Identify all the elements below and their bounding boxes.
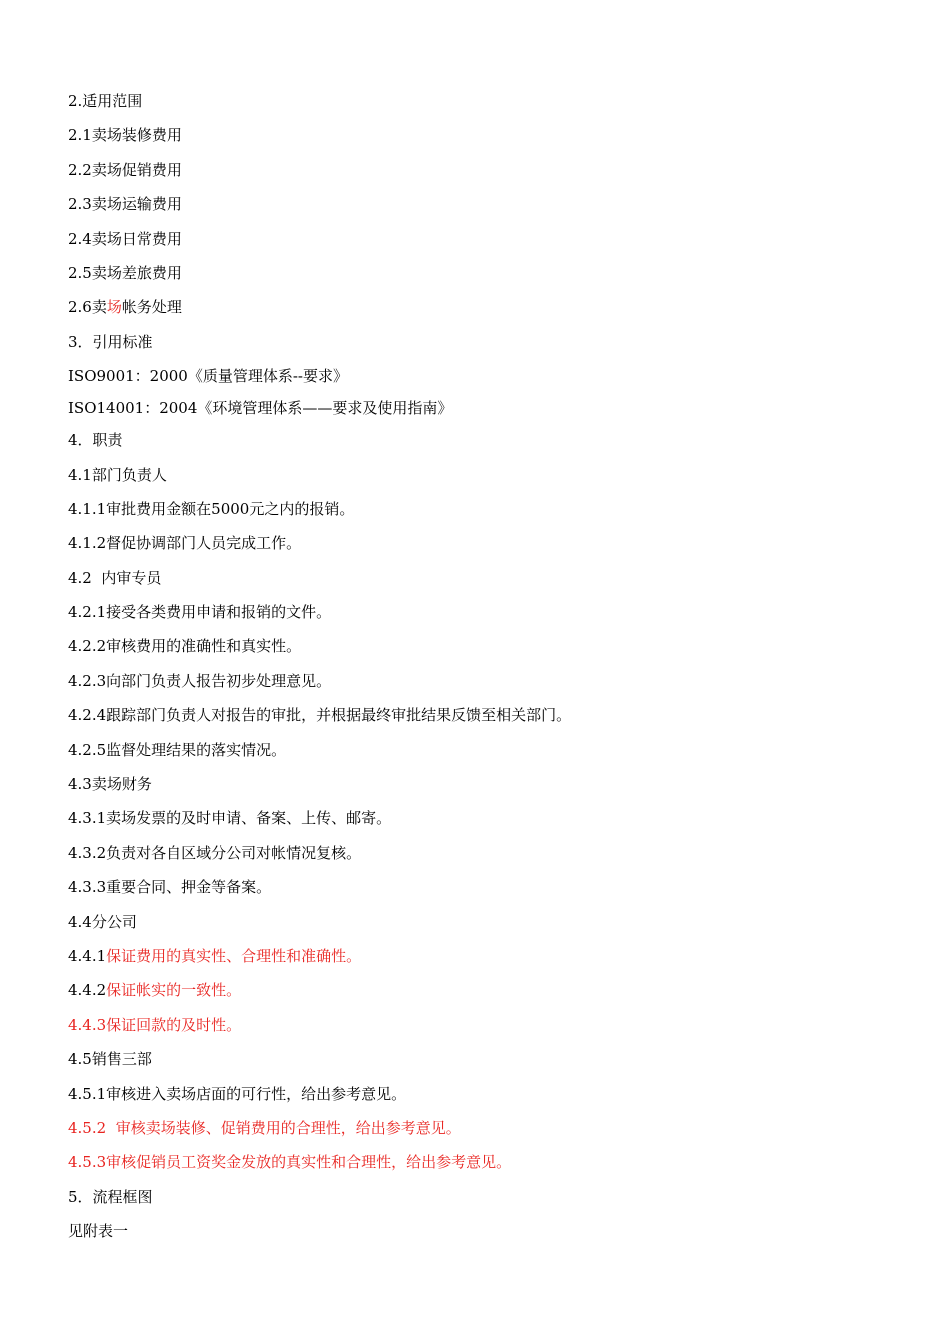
list-item: 4.2.5监督处理结果的落实情况。 xyxy=(68,740,287,759)
list-item: 2.6卖场帐务处理 xyxy=(68,298,182,317)
appendix-note: 见附表一 xyxy=(68,1222,129,1241)
section-heading: 3．引用标准 xyxy=(68,332,153,351)
list-item: 2.2卖场促销费用 xyxy=(68,160,182,179)
list-item: 4.3.3重要合同、押金等备案。 xyxy=(68,878,272,897)
list-item: 4.5.3审核促销员工资奖金发放的真实性和合理性，给出参考意见。 xyxy=(68,1153,512,1172)
document-body xyxy=(68,86,908,1251)
subsection-heading: 4.4分公司 xyxy=(68,912,137,931)
list-item: 4.2.2审核费用的准确性和真实性。 xyxy=(68,637,302,656)
list-item: 4.5.1审核进入卖场店面的可行性，给出参考意见。 xyxy=(68,1084,407,1103)
list-item: 2.5卖场差旅费用 xyxy=(68,263,182,282)
list-item: 4.3.1卖场发票的及时申请、备案、上传、邮寄。 xyxy=(68,809,392,828)
subsection-heading: 4.3卖场财务 xyxy=(68,775,152,794)
list-item: 4.1.1审批费用金额在5000元之内的报销。 xyxy=(68,499,355,518)
subsection-heading: 4.2 内审专员 xyxy=(68,568,162,587)
list-item: 2.4卖场日常费用 xyxy=(68,229,182,248)
section-heading: 5．流程框图 xyxy=(68,1187,153,1206)
highlight-text: 场 xyxy=(106,298,122,317)
list-item: 4.2.3向部门负责人报告初步处理意见。 xyxy=(68,671,332,690)
list-item: 4.1.2督促协调部门人员完成工作。 xyxy=(68,534,302,553)
list-item: 4.5.2 审核卖场装修、促销费用的合理性，给出参考意见。 xyxy=(68,1118,461,1137)
subsection-heading: 4.1部门负责人 xyxy=(68,465,167,484)
list-item: 4.2.1接受各类费用申请和报销的文件。 xyxy=(68,603,332,622)
list-item: 4.2.4跟踪部门负责人对报告的审批，并根据最终审批结果反馈至相关部门。 xyxy=(68,706,572,725)
section-heading: 2.适用范围 xyxy=(68,92,143,110)
list-item: 4.4.2保证帐实的一致性。 xyxy=(68,981,242,1000)
list-item: 4.4.1保证费用的真实性、合理性和准确性。 xyxy=(68,946,362,965)
list-item: 2.3卖场运输费用 xyxy=(68,195,182,214)
highlight-text: 保证费用的真实性、合理性和准确性。 xyxy=(106,946,362,965)
subsection-heading: 4.5销售三部 xyxy=(68,1050,152,1069)
standard-reference: ISO14001：2004《环境管理体系——要求及使用指南》 xyxy=(68,399,453,418)
standard-reference: ISO9001：2000《质量管理体系--要求》 xyxy=(68,367,348,386)
section-heading: 4．职责 xyxy=(68,431,123,450)
list-item: 2.1卖场装修费用 xyxy=(68,126,182,145)
list-item: 4.3.2负责对各自区域分公司对帐情况复核。 xyxy=(68,843,362,862)
highlight-text: 保证帐实的一致性。 xyxy=(106,981,242,1000)
list-item: 4.4.3保证回款的及时性。 xyxy=(68,1015,242,1034)
